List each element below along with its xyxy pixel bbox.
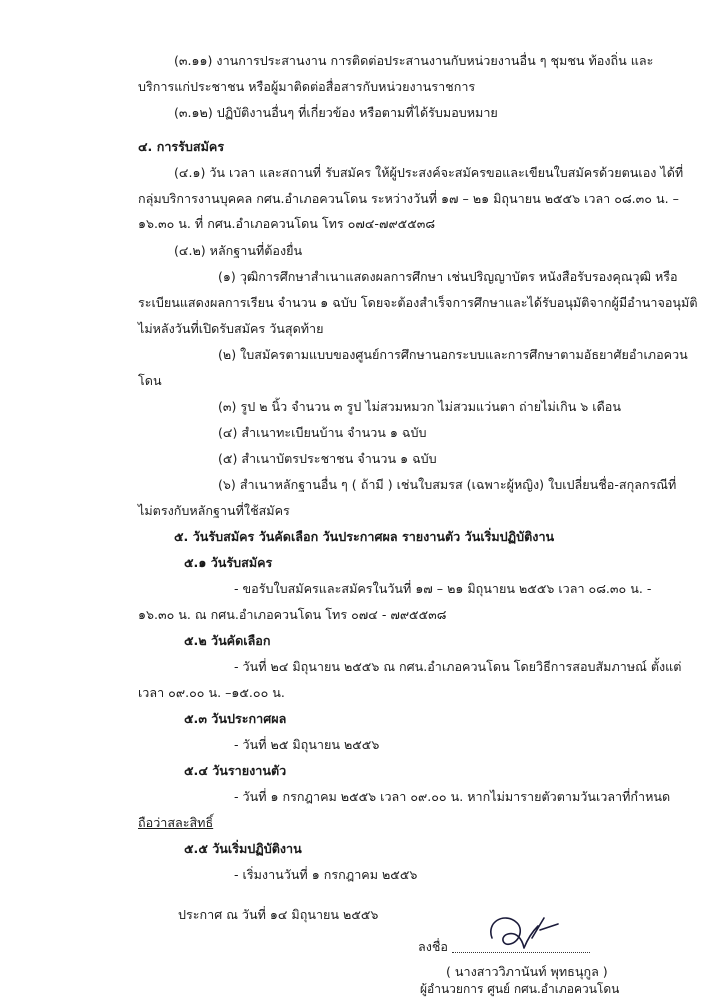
announcement-date: ประกาศ ณ วันที่ ๑๔ มิถุนายน ๒๕๕๖ xyxy=(178,907,379,922)
item-3-11-line-2: บริการแก่ประชาชน หรือผู้มาติดต่อสื่อสารกับหน่วยงานราชการ xyxy=(138,79,476,94)
doc-item-4: (๔) สำเนาทะเบียนบ้าน จำนวน ๑ ฉบับ xyxy=(218,425,427,440)
item-3-12: (๓.๑๒) ปฏิบัติงานอื่นๆ ที่เกี่ยวข้อง หรือตามที่ได้รับมอบหมาย xyxy=(174,105,498,120)
section-5-5-heading: ๕.๕ วันเริ่มปฏิบัติงาน xyxy=(184,841,302,856)
section-5-2-heading: ๕.๒ วันคัดเลือก xyxy=(184,633,271,648)
doc-item-6-line-1: (๖) สำเนาหลักฐานอื่น ๆ ( ถ้ามี ) เช่นใบสมรส (เฉพาะผู้หญิง) ใบเปลี่ยนชื่อ-สกุลกรณีที่ xyxy=(218,477,677,492)
section-5-4-heading: ๕.๔ วันรายงานตัว xyxy=(184,763,287,778)
doc-item-6-line-2: ไม่ตรงกับหลักฐานที่ใช้สมัคร xyxy=(138,503,290,518)
item-4-1-line-1: (๔.๑) วัน เวลา และสถานที่ รับสมัคร ให้ผู้ประสงค์จะสมัครขอและเขียนใบสมัครด้วยตนเอง ได้ที่ xyxy=(174,165,684,180)
section-5-1-line-2: ๑๖.๓๐ น. ณ กศน.อำเภอควนโดน โทร ๐๗๔ - ๗๙๕๕๓๘ xyxy=(138,607,447,622)
item-4-1-line-3: ๑๖.๓๐ น. ที่ กศน.อำเภอควนโดน โทร ๐๗๔-๗๙๕๕๓๘ xyxy=(138,216,436,231)
doc-item-2-line-2: โดน xyxy=(138,373,162,388)
item-3-11-line-1: (๓.๑๑) งานการประสานงาน การติดต่อประสานงานกับหน่วยงานอื่น ๆ ชุมชน ท้องถิ่น และ xyxy=(174,53,654,68)
signature-label: ลงชื่อ xyxy=(418,939,448,954)
doc-item-5: (๕) สำเนาบัตรประชาชน จำนวน ๑ ฉบับ xyxy=(218,451,437,466)
item-4-2-heading: (๔.๒) หลักฐานที่ต้องยื่น xyxy=(174,243,303,258)
doc-item-3: (๓) รูป ๒ นิ้ว จำนวน ๓ รูป ไม่สวมหมวก ไม่สวมแว่นตา ถ่ายไม่เกิน ๖ เดือน xyxy=(218,399,621,414)
signature-mark xyxy=(482,908,562,956)
doc-item-1-line-2: ระเบียนแสดงผลการเรียน จำนวน ๑ ฉบับ โดยจะต้องสำเร็จการศึกษาและได้รับอนุมัติจากผู้มีอำนาจอนุมัติ xyxy=(138,295,698,310)
signer-name: ( นางสาววิภานันท์ พุทธนุกูล ) xyxy=(446,964,608,979)
section-5-3-heading: ๕.๓ วันประกาศผล xyxy=(184,711,287,726)
section-4-heading: ๔. การรับสมัคร xyxy=(138,139,225,154)
section-5-2-line-2: เวลา ๐๙.๐๐ น. –๑๕.๐๐ น. xyxy=(138,685,285,700)
section-5-heading: ๕. วันรับสมัคร วันคัดเลือก วันประกาศผล รายงานตัว วันเริ่มปฏิบัติงาน xyxy=(174,529,555,544)
section-5-1-line-1: - ขอรับใบสมัครและสมัครในวันที่ ๑๗ – ๒๑ มิถุนายน ๒๕๕๖ เวลา ๐๘.๓๐ น. - xyxy=(234,581,652,596)
doc-item-1-line-1: (๑) วุฒิการศึกษาสำเนาแสดงผลการศึกษา เช่นปริญญาบัตร หนังสือรับรองคุณวุฒิ หรือ xyxy=(218,269,678,284)
doc-item-1-line-3: ไม่หลังวันที่เปิดรับสมัคร วันสุดท้าย xyxy=(138,321,324,336)
item-4-1-line-2: กลุ่มบริการงานบุคคล กศน.อำเภอควนโดน ระหว่างวันที่ ๑๗ – ๒๑ มิถุนายน ๒๕๕๖ เวลา ๐๘.๓๐ น. – xyxy=(138,191,679,206)
doc-item-2-line-1: (๒) ใบสมัครตามแบบของศูนย์การศึกษานอกระบบและการศึกษาตามอัธยาศัยอำเภอควน xyxy=(218,347,688,362)
section-5-3-line-1: - วันที่ ๒๕ มิถุนายน ๒๕๕๖ xyxy=(234,737,380,752)
section-5-5-line-1: - เริ่มงานวันที่ ๑ กรกฎาคม ๒๕๕๖ xyxy=(234,867,418,882)
section-5-2-line-1: - วันที่ ๒๔ มิถุนายน ๒๕๕๖ ณ กศน.อำเภอควนโดน โดยวิธีการสอบสัมภาษณ์ ตั้งแต่ xyxy=(234,659,682,674)
section-5-4-line-1: - วันที่ ๑ กรกฎาคม ๒๕๕๖ เวลา ๐๙.๐๐ น. หากไม่มารายตัวตามวันเวลาที่กำหนด xyxy=(234,789,671,804)
section-5-1-heading: ๕.๑ วันรับสมัคร xyxy=(184,555,273,570)
signer-title: ผู้อำนวยการ ศูนย์ กศน.อำเภอควนโดน xyxy=(420,982,620,996)
section-5-4-line-2: ถือว่าสละสิทธิ์ xyxy=(138,815,214,830)
